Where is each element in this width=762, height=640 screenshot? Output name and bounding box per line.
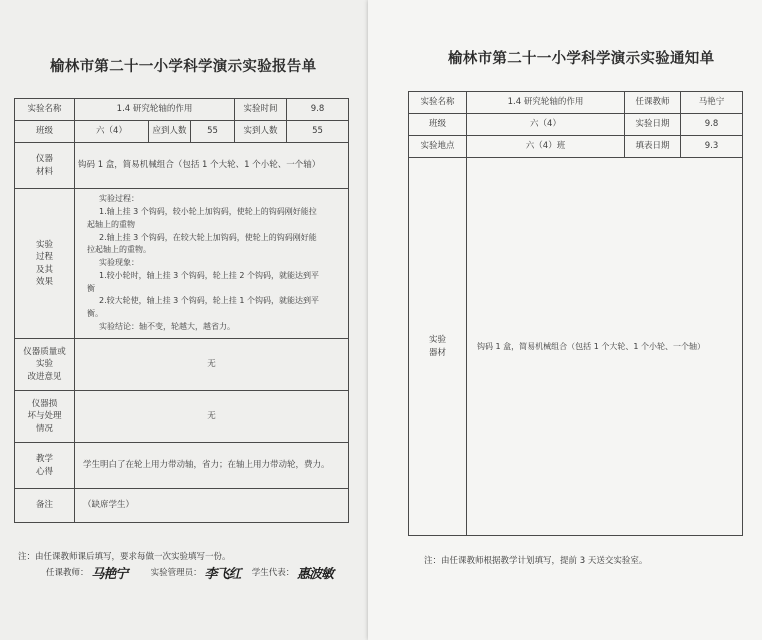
notice-title: 榆林市第二十一小学科学演示实验通知单 <box>448 51 715 67</box>
manager-sign-label: 实验管理员： <box>150 568 202 578</box>
remark-value: （缺席学生） <box>75 489 349 523</box>
damage-label-1: 仪器损 <box>31 399 58 410</box>
gain-value: 学生明白了在轮上用力带动轴，省力；在轴上用力带动轮，费力。 <box>75 443 349 489</box>
process-line: 实验现象： <box>99 258 139 268</box>
notice-fill-date-value: 9.3 <box>681 136 743 158</box>
quality-label-3: 改进意见 <box>27 371 62 382</box>
quality-label <box>15 339 75 391</box>
notice-class-value: 六（4） <box>467 114 625 136</box>
report-sheet <box>0 0 376 640</box>
quality-label-1: 仪器质量或 <box>23 347 66 358</box>
expected-value: 55 <box>191 121 235 143</box>
manager-signature: 李飞红 <box>204 567 241 582</box>
notice-class-label: 班级 <box>409 114 467 136</box>
process-line: 衡。 <box>87 309 103 319</box>
gain-label-2: 心得 <box>35 466 53 477</box>
quality-value: 无 <box>75 339 349 391</box>
student-sign-label: 学生代表： <box>251 568 295 578</box>
signature-row <box>46 563 333 582</box>
notice-teacher-label: 任课教师 <box>625 92 681 114</box>
damage-label <box>15 391 75 443</box>
notice-place-value: 六（4）班 <box>467 136 625 158</box>
quality-label-2: 实验 <box>35 359 53 370</box>
process-label-3: 及其 <box>35 264 53 275</box>
equipment-label-2: 材料 <box>35 166 53 177</box>
class-value: 六（4） <box>75 121 149 143</box>
notice-place-label: 实验地点 <box>409 136 467 158</box>
actual-label: 实到人数 <box>235 121 287 143</box>
report-title: 榆林市第二十一小学科学演示实验报告单 <box>50 59 317 75</box>
student-signature: 惠波敏 <box>297 567 334 582</box>
notice-equipment-value: 钩码 1 盒，简易机械组合（包括 1 个大轮、1 个小轮、一个轴） <box>467 158 743 536</box>
notice-table <box>408 91 743 536</box>
notice-sheet <box>368 0 762 640</box>
process-line: 1.轴上挂 3 个钩码，较小轮上加钩码，使轮上的钩码刚好能拉 <box>99 206 317 216</box>
process-line: 实验过程： <box>99 194 139 204</box>
equipment-label-1: 仪器 <box>35 154 53 165</box>
process-line: 起轴上的重物 <box>87 219 135 229</box>
notice-name-label: 实验名称 <box>409 92 467 114</box>
equipment-value: 钩码 1 盒，简易机械组合（包括 1 个大轮、1 个小轮、一个轴） <box>75 143 349 189</box>
class-label: 班级 <box>15 121 75 143</box>
notice-equipment-label: 实验器材 <box>409 158 467 536</box>
process-label-4: 效果 <box>35 276 53 287</box>
process-line: 实验结论：轴不变，轮越大，越省力。 <box>99 322 235 332</box>
notice-date-label: 实验日期 <box>625 114 681 136</box>
process-line: 2.轴上挂 3 个钩码，在较大轮上加钩码，使轮上的钩码刚好能 <box>99 232 317 242</box>
remark-label: 备注 <box>15 489 75 523</box>
process-line: 衡 <box>87 283 95 293</box>
name-value: 1.4 研究轮轴的作用 <box>75 99 235 121</box>
notice-teacher-value: 马艳宁 <box>681 92 743 114</box>
process-line: 1.较小轮时，轴上挂 3 个钩码，轮上挂 2 个钩码，就能达到平 <box>99 270 319 280</box>
actual-value: 55 <box>287 121 349 143</box>
process-line: 拉起轴上的重物。 <box>87 245 151 255</box>
damage-value: 无 <box>75 391 349 443</box>
process-label <box>15 189 75 339</box>
time-value: 9.8 <box>287 99 349 121</box>
damage-label-3: 情况 <box>35 423 53 434</box>
process-text <box>75 189 349 339</box>
time-label: 实验时间 <box>235 99 287 121</box>
equipment-label <box>15 143 75 189</box>
damage-label-2: 坏与处理 <box>27 411 62 422</box>
process-line: 2.较大轮使，轴上挂 3 个钩码，轮上挂 1 个钩码，就能达到平 <box>99 296 319 306</box>
teacher-signature: 马艳宁 <box>91 567 128 582</box>
process-label-1: 实验 <box>35 239 53 250</box>
process-label-2: 过程 <box>35 252 53 263</box>
notice-name-value: 1.4 研究轮轴的作用 <box>467 92 625 114</box>
expected-label: 应到人数 <box>149 121 191 143</box>
teacher-sign-label: 任课教师： <box>46 568 89 578</box>
gain-label <box>15 443 75 489</box>
report-note: 注：由任课教师课后填写，要求每做一次实验填写一份。 <box>18 552 231 562</box>
gain-label-1: 教学 <box>35 454 53 465</box>
notice-note: 注：由任课教师根据教学计划填写，提前 3 天送交实验室。 <box>424 556 648 566</box>
name-label: 实验名称 <box>15 99 75 121</box>
report-table <box>14 98 349 523</box>
notice-fill-date-label: 填表日期 <box>625 136 681 158</box>
notice-date-value: 9.8 <box>681 114 743 136</box>
